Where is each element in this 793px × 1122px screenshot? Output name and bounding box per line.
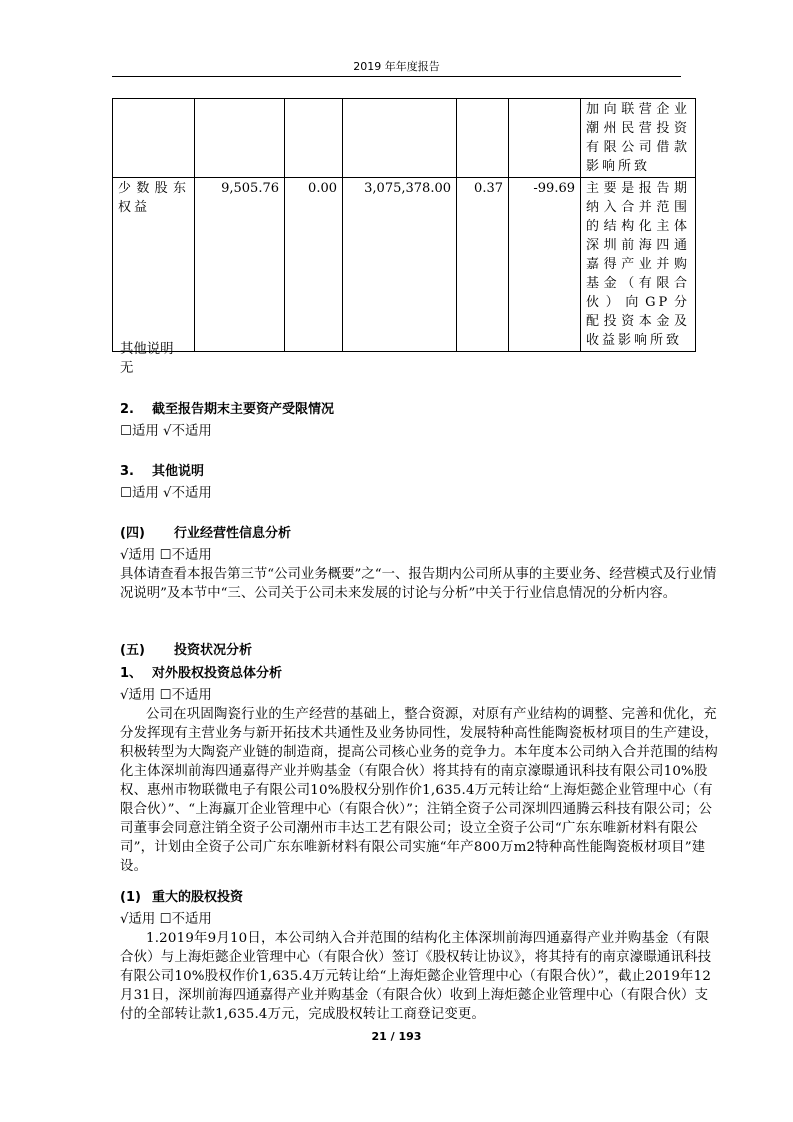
balance-change-table bbox=[112, 98, 696, 352]
other-note-label: 其他说明 bbox=[120, 342, 174, 357]
section-paragraph: 具体请查看本报告第三节“公司业务概要”之“一、报告期内公司所从事的主要业务、经营模式及行业情况说明”及本节中“三、公司关于公司未来发展的讨论与分析”中关于行业信息情况的分析内容。 bbox=[120, 567, 717, 601]
table-row bbox=[113, 99, 696, 178]
section-number: 1、 bbox=[120, 666, 143, 681]
header-divider bbox=[112, 76, 681, 77]
subsection-heading bbox=[120, 888, 720, 907]
page-number: 21 / 193 bbox=[371, 1030, 422, 1043]
applicability-check: √适用 ☐不适用 bbox=[120, 912, 212, 927]
applicability-check: √适用 ☐不适用 bbox=[120, 688, 212, 703]
table-cell bbox=[457, 99, 509, 178]
section-number: 2. bbox=[120, 402, 134, 417]
table-cell bbox=[285, 99, 343, 178]
section-title: 其他说明 bbox=[152, 464, 205, 479]
section-title: 重大的股权投资 bbox=[152, 890, 244, 905]
table-cell: 主要是报告期纳入合并范围的结构化主体深圳前海四通嘉得产业并购基金（有限合伙）向GP分配投资本金及收益影响所致 bbox=[581, 178, 696, 352]
table-cell: 0.37 bbox=[457, 178, 509, 352]
applicability-check: √适用 ☐不适用 bbox=[120, 548, 212, 563]
section-heading bbox=[120, 462, 720, 481]
applicability-check: ☐适用 √不适用 bbox=[120, 486, 212, 501]
table-cell: 少数股东权益 bbox=[113, 178, 195, 352]
section-number: 3. bbox=[120, 464, 134, 479]
page-header: 2019 年年度报告 bbox=[353, 60, 440, 73]
table-cell: -99.69 bbox=[509, 178, 581, 352]
table-row bbox=[113, 178, 696, 352]
table-cell: 9,505.76 bbox=[195, 178, 285, 352]
section-heading bbox=[120, 400, 720, 419]
section-number: (四) bbox=[120, 526, 145, 541]
section-heading bbox=[120, 524, 720, 543]
section-title: 截至报告期末主要资产受限情况 bbox=[152, 402, 335, 417]
table-cell bbox=[343, 99, 457, 178]
table-cell bbox=[195, 99, 285, 178]
table-cell bbox=[113, 99, 195, 178]
applicability-check: ☐适用 √不适用 bbox=[120, 424, 212, 439]
section-title: 投资状况分析 bbox=[174, 643, 253, 658]
table-cell: 加向联营企业潮州民营投资有限公司借款影响所致 bbox=[581, 99, 696, 178]
section-paragraph: 公司在巩固陶瓷行业的生产经营的基础上，整合资源，对原有产业结构的调整、完善和优化，充分发挥现有主营业务与新开拓技术共通性及业务协同性，发展特种高性能陶瓷板材项目的生产建设，积极转型为大陶瓷产业链的制造商，提高公司核心业务的竞争力。本年度本公司纳入合并范围的结构化主体深圳前海四通嘉得产业并购基金（有限合伙）将其持有的南京濠暻通讯科技有限公司10%股权、惠州市物联微电子有限公司10%股权分别作价1,635.4万元转让给“上海炬懿企业管理中心（有限合伙）”、“上海赢丌企业管理中心（有限合伙）”；注销全资子公司深圳四通腾云科技有限公司；公司董事会同意注销全资子公司潮州市丰达工艺有限公司；设立全资子公司“广东东唯新材料有限公司”，计划由全资子公司广东东唯新材料有限公司实施“年产800万m2特种高性能陶瓷板材项目”建设。 bbox=[120, 707, 718, 874]
other-note-value: 无 bbox=[120, 361, 134, 376]
table-cell bbox=[509, 99, 581, 178]
section-heading bbox=[120, 641, 720, 660]
section-title: 行业经营性信息分析 bbox=[174, 526, 292, 541]
section-number: (1) bbox=[120, 890, 141, 905]
section-number: (五) bbox=[120, 643, 145, 658]
section-paragraph: 1.2019年9月10日，本公司纳入合并范围的结构化主体深圳前海四通嘉得产业并购基金（有限合伙）与上海炬懿企业管理中心（有限合伙）签订《股权转让协议》，将其持有的南京濠暻通讯科技有限公司10%股权作价1,635.4万元转让给“上海炬懿企业管理中心（有限合伙）”，截止2019年12月31日，深圳前海四通嘉得产业并购基金（有限合伙）收到上海炬懿企业管理中心（有限合伙）支付的全部转让款1,635.4万元，完成股权转让工商登记变更。 bbox=[120, 931, 712, 1022]
table-cell: 3,075,378.00 bbox=[343, 178, 457, 352]
table-cell: 0.00 bbox=[285, 178, 343, 352]
section-title: 对外股权投资总体分析 bbox=[152, 666, 283, 681]
subsection-heading bbox=[120, 664, 720, 683]
